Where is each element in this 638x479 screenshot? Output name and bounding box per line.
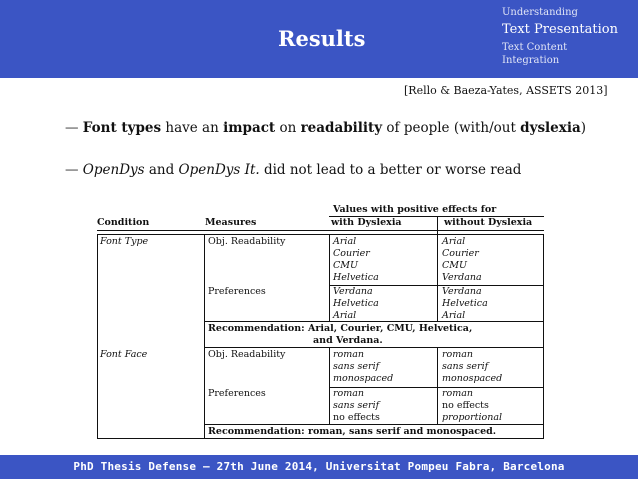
cell: roman: [333, 388, 365, 399]
nav-item-understanding[interactable]: Understanding: [502, 7, 578, 18]
cell: monospaced: [333, 373, 394, 384]
rule: [97, 438, 544, 439]
bullet-text: ): [580, 120, 586, 136]
bullet-text: OpenDys: [82, 162, 145, 178]
cell: Verdana: [442, 286, 482, 297]
measure-preferences: Preferences: [208, 286, 266, 297]
condition-font-type: Font Type: [100, 236, 149, 247]
cell: Helvetica: [333, 298, 379, 309]
cell: Arial: [333, 310, 357, 321]
measure-preferences: Preferences: [208, 388, 266, 399]
rule: [205, 347, 544, 348]
cell: CMU: [333, 260, 359, 271]
cell: Verdana: [442, 272, 482, 283]
cell: Courier: [333, 248, 370, 259]
rule: [97, 230, 544, 231]
bullet-text: on: [275, 120, 301, 136]
bullet-text: OpenDys It.: [178, 162, 260, 178]
bullet-text: Font types: [82, 120, 162, 136]
cell: CMU: [442, 260, 468, 271]
header-measures: Measures: [205, 217, 257, 228]
rule: [329, 347, 330, 424]
cell: roman: [333, 349, 365, 360]
measure-obj-readability: Obj. Readability: [208, 236, 286, 247]
header-values: Values with positive effects for: [333, 204, 497, 215]
cell: Arial: [442, 310, 466, 321]
nav-item-integration[interactable]: Integration: [502, 55, 560, 66]
recommendation-font-type: Recommendation: Arial, Courier, CMU, Helvetica,: [208, 323, 473, 334]
bullet-dash: —: [65, 120, 79, 136]
rule: [437, 347, 438, 424]
recommendation-font-face: Recommendation: roman, sans serif and monospaced.: [208, 426, 497, 437]
cell: monospaced: [442, 373, 503, 384]
section-nav: [502, 6, 618, 67]
cell: roman: [442, 349, 474, 360]
bullet-text: and: [144, 162, 179, 178]
bullet-opendys: [65, 162, 521, 178]
cell: Arial: [333, 236, 357, 247]
header-without-dyslexia: without Dyslexia: [444, 217, 533, 228]
bullet-text: dyslexia: [520, 120, 581, 136]
bullet-text: have an: [161, 120, 224, 136]
bullet-dash: —: [65, 162, 79, 178]
cell: Helvetica: [333, 272, 379, 283]
bullet-text: of people (with/out: [382, 120, 521, 136]
header-with-dyslexia: with Dyslexia: [331, 217, 402, 228]
header-bar: [0, 0, 638, 78]
condition-font-face: Font Face: [100, 349, 148, 360]
footer-bar: PhD Thesis Defense — 27th June 2014, Universitat Pompeu Fabra, Barcelona: [0, 455, 638, 479]
cell: Arial: [442, 236, 466, 247]
header-condition: Condition: [97, 217, 150, 228]
cell: Helvetica: [442, 298, 488, 309]
bullet-text: impact: [223, 120, 276, 136]
cell: Verdana: [333, 286, 373, 297]
citation: [Rello & Baeza-Yates, ASSETS 2013]: [404, 84, 608, 97]
bullet-font-types: [65, 120, 586, 136]
cell: sans serif: [333, 361, 380, 372]
cell: sans serif: [333, 400, 380, 411]
bullet-text: readability: [300, 120, 383, 136]
nav-item-text-content[interactable]: Text Content: [502, 42, 568, 53]
rule: [329, 234, 330, 321]
results-table: [97, 202, 544, 440]
cell: no effects: [442, 400, 489, 411]
cell: no effects: [333, 412, 380, 423]
rule: [205, 321, 544, 322]
measure-obj-readability: Obj. Readability: [208, 349, 286, 360]
rule: [97, 234, 544, 235]
rule: [437, 216, 438, 321]
rule: [205, 424, 544, 425]
cell: roman: [442, 388, 474, 399]
rule: [204, 234, 205, 438]
nav-item-text-presentation[interactable]: Text Presentation: [502, 22, 618, 37]
recommendation-font-type-cont: and Verdana.: [313, 335, 383, 346]
slide-title: Results: [278, 26, 366, 51]
rule: [543, 234, 544, 438]
cell: Courier: [442, 248, 479, 259]
cell: sans serif: [442, 361, 489, 372]
cell: proportional: [442, 412, 503, 423]
bullet-text: did not lead to a better or worse read: [259, 162, 522, 178]
rule: [97, 234, 98, 438]
